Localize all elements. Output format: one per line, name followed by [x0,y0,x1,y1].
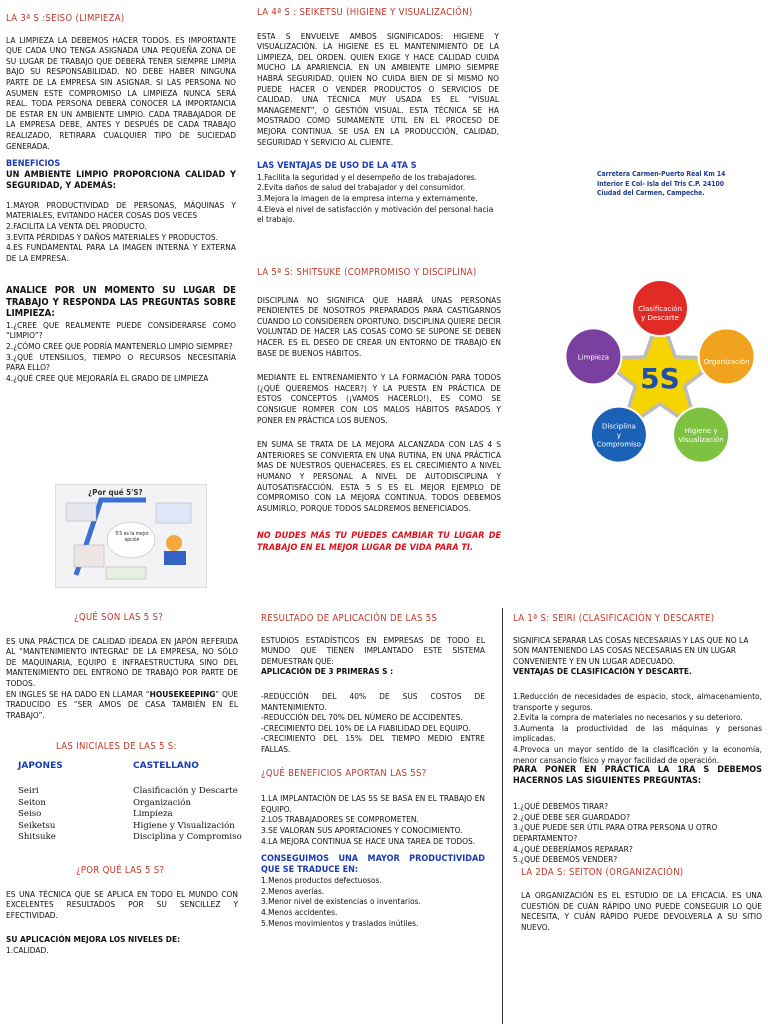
seiso-item: 1.MAYOR PRODUCTIVIDAD DE PERSONAS, MÁQUINAS Y MATERIALES, EVITANDO HACER COSAS DOS VECES [6,199,236,221]
table-cell: Seiketsu [18,820,56,831]
shitsuke-p2: MEDIANTE EL ENTRENAMIENTO Y LA FORMACIÓN PARA TODOS (¿QUÉ QUEREMOS HACER?) Y LA PUESTA EN PRÁCTICA DE ESTOS CONCEPTOS (¡VAMOS HACERLO!), ES COMO SE CONSIGUE ROMPER CON LOS MALOS HÁBITOS PASADOS Y PONER EN PRÁCTICA LOS BUENOS. [257,372,501,425]
logo-petal [699,328,755,384]
beneficios-5s-title: ¿QUÉ BENEFICIOS APORTAN LAS 5S? [261,767,427,779]
seiton-body: LA ORGANIZACIÓN ES EL ESTUDIO DE LA EFICACIA. ES UNA CUESTIÓN DE CUÁN RÁPIDO UNO PUEDE CONSEGUIR LO QUE NECESITA, Y CUÁN RÁPIDO PUEDE DEVOLVERLA A SU SITIO NUEVO. [521,890,762,933]
resultado-title: RESULTADO DE APLICACIÓN DE LAS 5S [261,613,438,624]
seiketsu-title: LA 4ª S : SEIKETSU (HIGIENE Y VISUALIZACIÓN) [257,7,473,18]
resultado-bold: APLICACIÓN DE 3 PRIMERAS S : [261,666,394,677]
seiri-practica: PARA PONER EN PRÁCTICA LA 1RA S DEBEMOS HACERNOS LAS SIGUIENTES PREGUNTAS: [513,765,762,787]
shitsuke-p1: DISCIPLINA NO SIGNIFICA QUE HABRÁ UNAS PERSONAS PENDIENTES DE NOSOTROS PREPARADOS PARA CASTIGARNOS CUANDO LO CONSIDEREN OPORTUNO. DISCIPLINA QUIERE DECIR VOLUNTAD DE HACER LAS COSAS COMO SE SUPONE SE DEBEN HACER. ES EL DESEO DE CREAR UN ENTORNO DE TRABAJO EN BASE DE BUENOS HÁBITOS. [257,294,501,358]
seiso-question: 2.¿CÓMO CREE QUE PODRÍA MANTENERLO LIMPIO SIEMPRE? [6,340,233,351]
col-japones: JAPONES [18,760,63,771]
table-cell: Seiso [18,809,42,820]
table-cell: Disciplina y Compromiso [133,832,242,843]
ventaja-item: 1.Facilita la seguridad y el desempeño de los trabajadores. [257,171,478,182]
resultado-item: -CRECIMIENTO DEL 10% DE LA FIABILIDAD DEL EQUIPO. [261,722,471,733]
seiri-pregunta: 3.¿QUÉ PUEDE SER ÚTIL PARA OTRA PERSONA U OTRO DEPARTAMENTO? [513,822,718,843]
productividad-title: CONSEGUIMOS UNA MAYOR PRODUCTIVIDAD QUE SE TRADUCE EN: [261,854,485,875]
resultado-item: -CRECIMIENTO DEL 15% DEL TIEMPO MEDIO ENTRE FALLAS. [261,733,485,754]
que-son-body2-pre: EN INGLES SE HA DADO EN LLAMAR “ [6,688,150,699]
illustration-title: ¿Por qué 5'S? [88,488,143,497]
seiketsu-body: ESTA S ENVUELVE AMBOS SIGNIFICADOS: HIGIENE Y VISUALIZACIÓN. LA HIGIENE ES EL MANTENIMIENTO DE LA LIMPIEZA, DEL ORDEN. QUIEN EXIGE Y HACE CALIDAD CUIDA MUCHO LA APARIENCIA. EN UN AMBIENTE LIMPIO SIEMPRE HABRÁ SEGURIDAD. QUIEN NO CUIDA BIEN DE SÍ MISMO NO PUEDE HACER O VENDER PRODUCTOS O SERVICIOS DE CALIDAD. UNA TÉCNICA MUY USADA ES EL “VISUAL MANAGEMENT”, O GESTIÓN VISUAL. ESTA TÉCNICA SE HA MOSTRADO COMO SUMAMENTE ÚTIL EN EL PROCESO DE MEJORA CONTINUA. SE USA EN LA PRODUCCIÓN, CALIDAD, SEGURIDAD Y SERVICIO AL CLIENTE. [257,30,499,147]
logo-petal-label: Disciplina [601,422,636,431]
productividad-item: 4.Menos accidentes. [261,907,338,918]
seiri-title: LA 1ª S: SEIRI (CLASIFICACIÓN Y DESCARTE) [513,613,715,624]
que-son-body2 [6,689,238,721]
por-que-body: ES UNA TÉCNICA QUE SE APLICA EN TODO EL MUNDO CON EXCELENTES RESULTADOS POR SU SENCILLEZ Y EFECTIVIDAD. [6,888,238,920]
ventaja-item: 4.Eleva el nivel de satisfacción y motivación del personal hacia el trabajo. [257,203,494,225]
seiso-question: 1.¿CREE QUE REALMENTE PUEDE CONSIDERARSE COMO “LIMPIO”? [6,319,236,341]
seiri-ventaja: 3.Aumenta la productividad de las máquinas y personas implicadas. [513,722,762,744]
address-block [597,170,767,199]
seiri-pregunta: 5.¿QUÉ DEBEMOS VENDER? [513,854,618,865]
que-son-body2-post: ” QUE TRADUCIDO ES “SER AMOS DE CASA TAMBIÉN EN EL TRABAJO”. [6,688,238,720]
productividad-item: 1.Menos productos defectuosos. [261,875,382,886]
seiso-item: 4.ES FUNDAMENTAL PARA LA IMAGEN INTERNA Y EXTERNA DE LA EMPRESA. [6,242,236,263]
por-que-title: ¿POR QUÉ LAS 5 S? [76,864,165,876]
logo-petal-label: Organización [703,357,750,366]
seiri-section [513,614,762,933]
que-son-body: ES UNA PRÁCTICA DE CALIDAD IDEADA EN JAPÓN REFERIDA AL “MANTENIMIENTO INTEGRAL” DE LA EMPRESA, NO SÓLO DE MAQUINARIA, EQUIPO E INFRAESTRUCTURA SINO DEL MANTENIMIENTO DEL ENTRONO DE TRABAJO POR PARTE DE TODOS. [6,635,238,688]
seiso-question: 4.¿QUÉ CREE QUE MEJORARÍA EL GRADO DE LIMPIEZA [6,372,209,383]
productividad-item: 5.Menos movimientos y traslados inútiles. [261,917,419,928]
logo-petal-label: Clasificación [638,305,682,313]
seiketsu-section [257,8,499,225]
table-cell: Seiton [18,797,46,808]
column-divider [502,608,503,1024]
iniciales-table [18,760,242,844]
beneficios-sub: UN AMBIENTE LIMPIO PROPORCIONA CALIDAD Y SEGURIDAD, Y ADEMÁS: [6,169,236,191]
seiso-item: 2.FACILITA LA VENTA DEL PRODUCTO. [6,220,147,231]
seiri-ventaja: 1.Reducción de necesidades de espacio, stock, almacenamiento, transporte y seguros. [513,690,762,712]
logo-petal-label: y [616,431,621,440]
seiri-pregunta: 4.¿QUÉ DEBERÍAMOS REPARAR? [513,843,633,854]
address-line: Carretera Carmen-Puerto Real Km 14 [597,170,726,178]
housekeeping-word: HOUSEKEEPING [149,688,216,699]
table-cell: Clasificación y Descarte [133,786,238,797]
logo-petal-label: y Descarte [641,314,679,322]
table-cell: Limpieza [133,809,173,820]
analice-heading: ANALICE POR UN MOMENTO SU LUGAR DE TRABAJO Y RESPONDA LAS PREGUNTAS SOBRE LIMPIEZA: [6,285,236,320]
seiso-question: 3.¿QUÉ UTENSILIOS, TIEMPO O RECURSOS NECESITARÍA PARA ELLO? [6,351,236,373]
table-cell: Seiri [18,786,39,797]
illustration-center-text: 5'S es la mejor opción [115,531,149,543]
seiri-pregunta: 1.¿QUÉ DEBEMOS TIRAR? [513,801,609,812]
por-que-sub: SU APLICACIÓN MEJORA LOS NIVELES DE: [6,934,181,945]
shitsuke-p3: EN SUMA SE TRATA DE LA MEJORA ALCANZADA CON LAS 4 S ANTERIORES SE CONVIERTA EN UNA RUTINA, EN UNA PRÁCTICA MAS DE NUESTROS QUEHACERES. ES EL CRECIMIENTO A NIVEL HUMANO Y PERSONAL A NIVEL DE AUTODISCIPLINA Y AUTOSATISFACCIÓN. ESTA 5 S ES EL MEJOR EJEMPLO DE COMPROMISO CON LA MEJORA CONTINUA. TODOS DEBEMOS ASUMIRLO, PORQUE TODOS SALDREMOS BENEFICIADOS. [257,439,501,513]
por-que-item: 1.CALIDAD. [6,944,49,955]
ventajas-4s-title: LAS VENTAJAS DE USO DE LA 4TA S [257,161,417,172]
seiso-body: LA LIMPIEZA LA DEBEMOS HACER TODOS. ES IMPORTANTE QUE CADA UNO TENGA ASIGNADA UNA PEQUEÑA ZONA DE SU LUGAR DE TRABAJO QUE DEBERÁ TENER SIEMPRE LIMPIA BAJO SU RESPONSABILIDAD. NO DEBE HABER NINGUNA PARTE DE LA EMPRESA SIN ASIGNAR. SI LAS PERSONA NO ASUMEN ESTE COMPROMISO LA LIMPIEZA NUNCA SERÁ REAL. TODA PERSONA DEBERÁ CONOCER LA IMPORTANCIA DE ESTAR EN UN AMBIENTE LIMPIO. CADA TRABAJADOR DE LA EMPRESA DEBE, ANTES Y DESPUÉS DE CADA TRABAJO REALIZADO, RETIRARA CUALQUIER TIPO DE SUCIEDAD GENERADA. [6,34,236,151]
table-cell: Organización [133,797,191,808]
resultado-section [261,614,485,928]
beneficio-item: 3.SE VALORAN SUS APORTACIONES Y CONOCIMIENTO. [261,824,463,835]
iniciales-title: LAS INICIALES DE LAS 5 S: [56,741,177,753]
seiso-title: LA 3ª S :SEISO (LIMPIEZA) [6,13,125,24]
beneficio-item: 2.LOS TRABAJADORES SE COMPROMETEN. [261,814,419,825]
table-cell: Higiene y Visualización [133,820,235,831]
seiri-ventaja: 4.Provoca un mayor sentido de la clasificación y la economía, menor cansancio físico y mayor facilidad de operación. [513,743,762,765]
seiri-ventajas-title: VENTAJAS DE CLASIFICACIÓN Y DESCARTE. [513,666,692,677]
productividad-item: 3.Menor nivel de existencias o inventarios. [261,896,421,907]
logo-center-text: 5S [640,362,680,395]
5s-logo [560,278,760,478]
logo-petal-label: Visualización [678,436,724,445]
logo-petal-label: Higiene y [684,427,718,436]
resultado-intro: ESTUDIOS ESTADÍSTICOS EN EMPRESAS DE TODO EL MUNDO QUE TIENEN IMPLANTADO ESTE SISTEMA DEMUESTRAN QUE: [261,634,485,666]
que-son-title: ¿QUÉ SON LAS 5 S? [74,612,164,623]
shitsuke-section [257,268,501,554]
resultado-item: -REDUCCIÓN DEL 40% DE SUS COSTOS DE MANTENIMIENTO. [261,690,485,712]
seiri-pregunta: 2.¿QUÉ DEBE SER GUARDADO? [513,811,631,822]
resultado-item: -REDUCCIÓN DEL 70% DEL NÚMERO DE ACCIDENTES. [261,712,463,723]
seiso-item: 3.EVITA PÉRDIDAS Y DAÑOS MATERIALES Y PRODUCTOS. [6,231,218,242]
col-castellano: CASTELLANO [133,760,199,771]
5s-logo-graphic [560,278,760,478]
beneficio-item: 1.LA IMPLANTACIÓN DE LAS 5S SE BASA EN EL TRABAJO EN EQUIPO. [261,793,485,814]
seiton-title: LA 2DA S: SEITON (ORGANIZACIÓN) [521,866,684,878]
ventaja-item: 2.Evita daños de salud del trabajador y del consumidor. [257,182,466,193]
address-line: Ciudad del Carmen, Campeche. [597,189,705,197]
address-line: Interior E Col- Isla del Tris C.P. 24100 [597,179,724,188]
motivational-slogan: NO DUDES MÁS TU PUEDES CAMBIAR TU LUGAR DE TRABAJO EN EL MEJOR LUGAR DE VIDA PARA TI. [257,531,501,553]
productividad-item: 2.Menos averías. [261,885,325,896]
por-que-5s-illustration [55,484,207,588]
seiso-section [6,14,236,383]
table-cell: Shitsuke [18,832,56,843]
beneficios-title: BENEFICIOS [6,159,61,170]
logo-petal-label: Compromiso [596,440,641,449]
logo-petal-label: Limpieza [577,353,610,362]
shitsuke-title: LA 5ª S: SHITSUKE (COMPROMISO Y DISCIPLINA) [257,267,477,278]
ventaja-item: 3.Mejora la imagen de la empresa interna y externamente. [257,192,478,203]
seiri-body: SIGNIFICA SEPARAR LAS COSAS NECESARIAS Y LAS QUE NO LA SON MANTENIENDO LAS COSAS NECESARIAS EN UN LUGAR CONVENIENTE Y EN UN LUGAR ADECUADO. [513,634,749,666]
que-son-section [6,612,242,956]
seiri-ventaja: 2.Evita la compra de materiales no necesarios y su deterioro. [513,712,743,723]
beneficio-item: 4.LA MEJORA CONTINUA SE HACE UNA TAREA DE TODOS. [261,835,476,846]
